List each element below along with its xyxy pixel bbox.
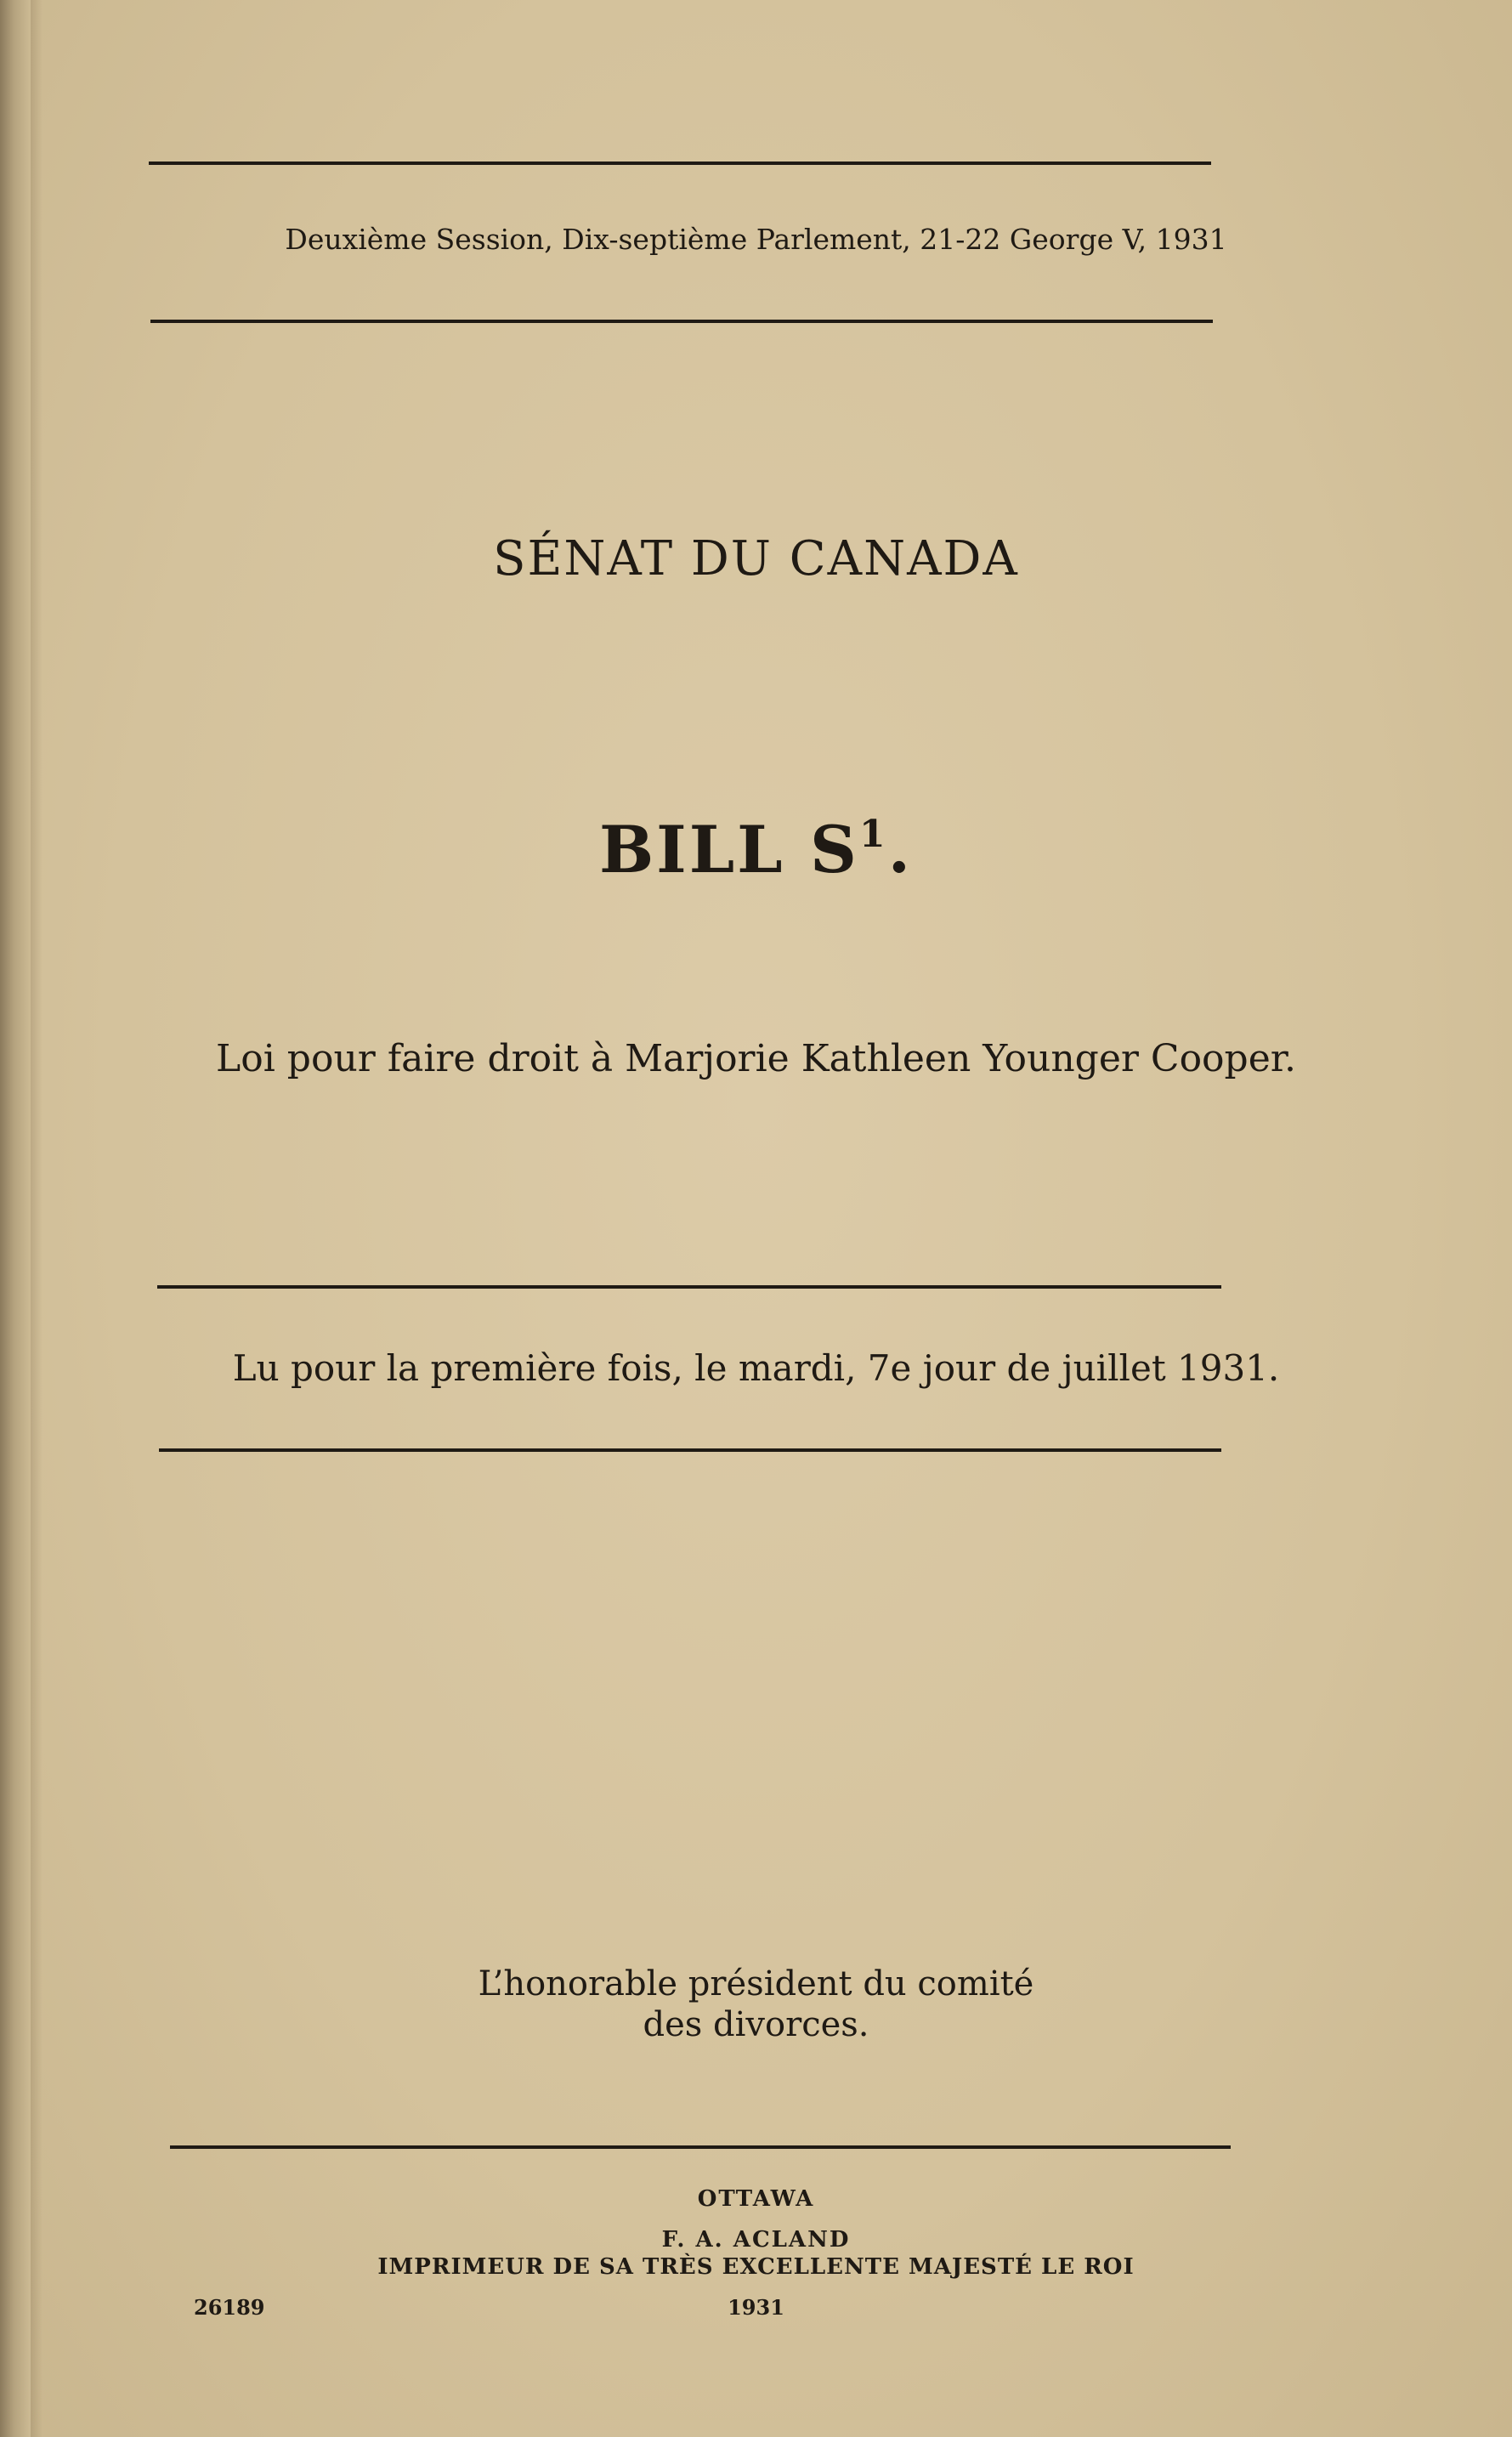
first-reading [0, 1347, 1512, 1389]
session-heading [0, 223, 1512, 256]
imprint-city [0, 2186, 1512, 2212]
print-code: 26189 [194, 2295, 265, 2320]
bill-label: BILL S [598, 812, 859, 887]
footer-rule [170, 2145, 1231, 2149]
reading-rule-top [157, 1285, 1221, 1289]
binding-edge [0, 0, 31, 2437]
bill-number [0, 812, 1512, 887]
first-reading-text: Lu pour la première fois, le mardi, 7e jour de juillet 1931. [232, 1347, 1280, 1389]
year-text: 1931 [728, 2295, 784, 2320]
bill-period: . [887, 812, 914, 887]
imprint-title [0, 2254, 1512, 2280]
session-text: Deuxième Session, Dix-septième Parlement, 21-22 George V, 1931 [285, 223, 1227, 256]
senate-title [0, 531, 1512, 587]
sponsor [0, 1964, 1512, 2045]
top-rule-2 [150, 320, 1213, 323]
binding-shadow [31, 0, 42, 2437]
short-title-text: Loi pour faire droit à Marjorie Kathleen Younger Cooper. [216, 1037, 1296, 1080]
printer-title-text: IMPRIMEUR DE SA TRÈS EXCELLENTE MAJESTÉ LE ROI [377, 2254, 1135, 2280]
sponsor-line-2: des divorces. [643, 2005, 869, 2044]
imprint-printer [0, 2227, 1512, 2253]
bill-superscript: 1 [858, 813, 888, 856]
sponsor-line-1: L’honorable président du comité [478, 1964, 1034, 2003]
senate-text: SÉNAT DU CANADA [493, 531, 1019, 587]
reading-rule-bottom [159, 1448, 1221, 1452]
top-rule-1 [149, 162, 1211, 165]
city-text: OTTAWA [697, 2186, 815, 2212]
bill-short-title [0, 1037, 1512, 1080]
printer-name-text: F. A. ACLAND [661, 2227, 851, 2253]
